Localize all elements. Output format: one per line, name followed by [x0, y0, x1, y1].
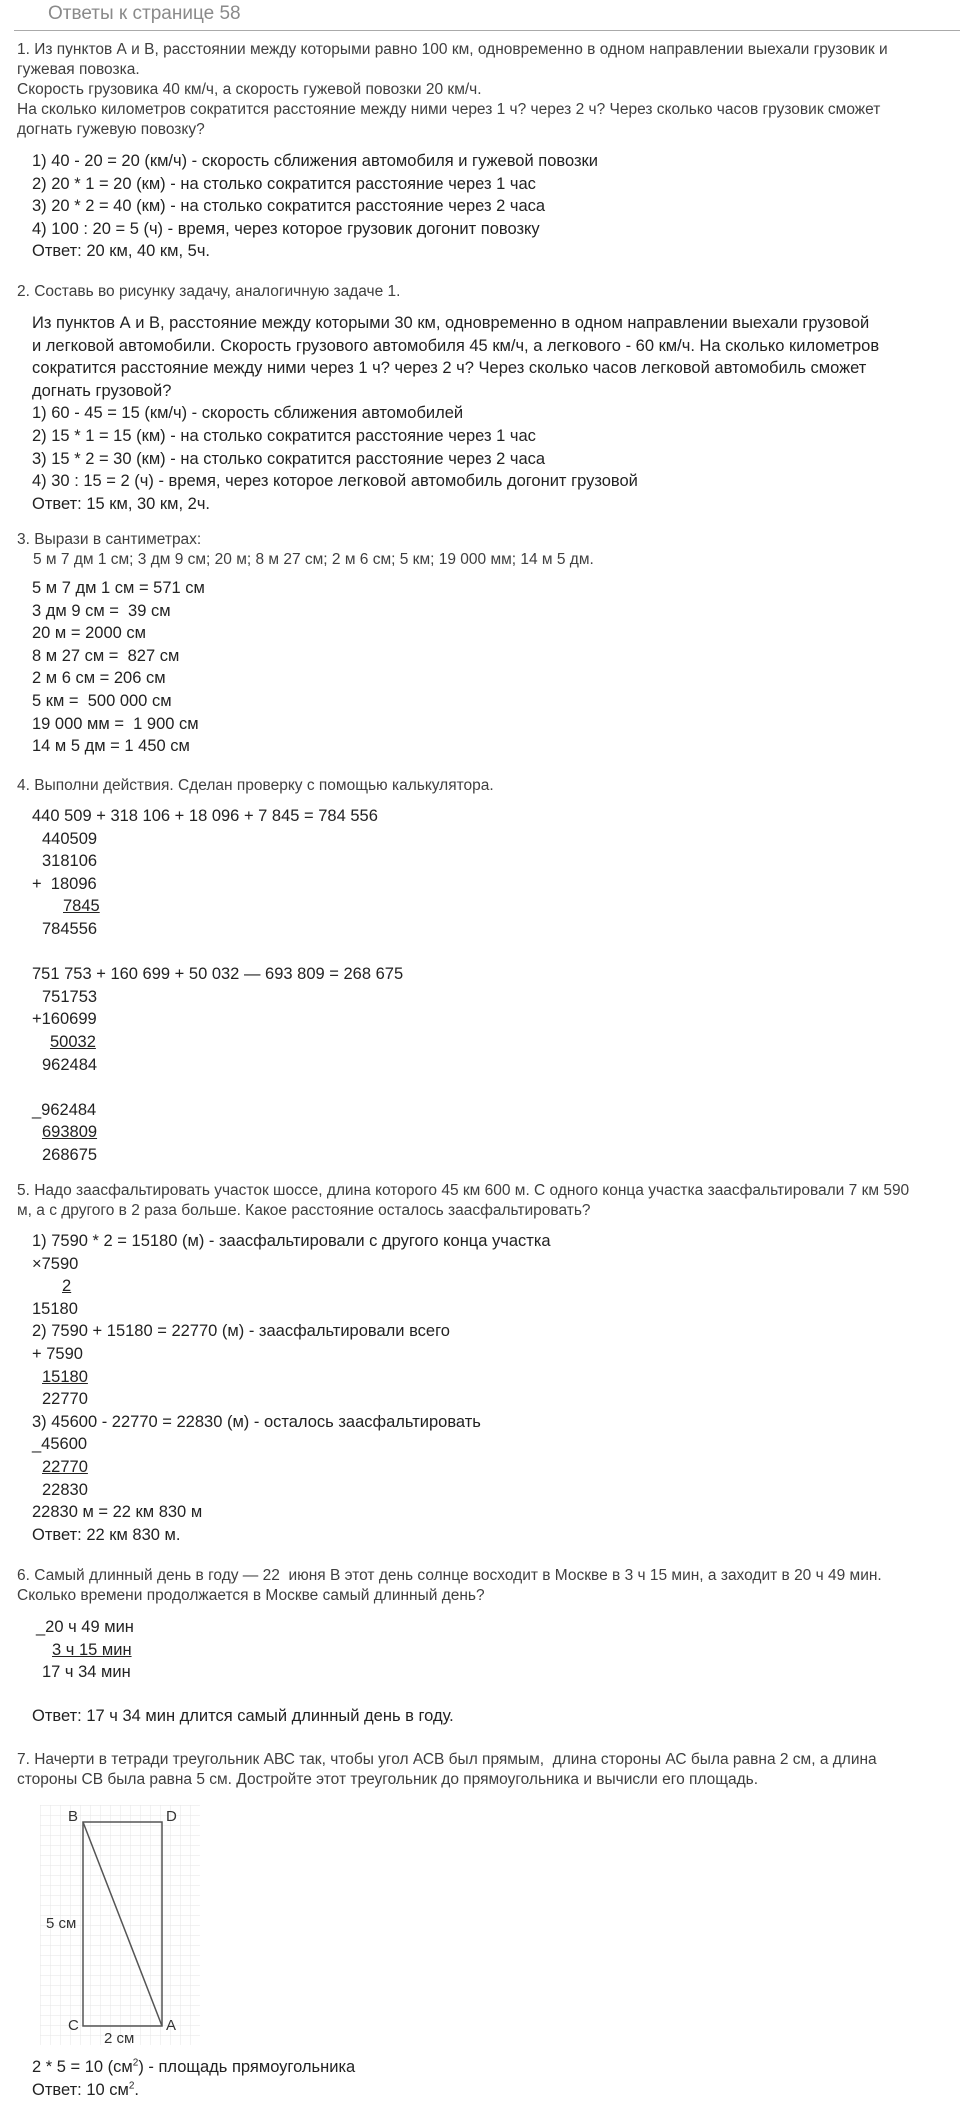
column-line-wrap [36, 1639, 971, 1662]
task-5-question [17, 1181, 957, 1221]
task-7-text-line: 7. Начерти в тетради треугольник АВС так, чтобы угол АСВ был прямым, длина стороны АС была равна 2 см, а длина [17, 1751, 877, 1768]
task-5-step: 2) 7590 + 15180 = 22770 (м) - заасфальтировали всего [32, 1322, 450, 1341]
column-line: 2 [62, 1277, 72, 1296]
column-line-wrap [32, 1031, 967, 1054]
task-6-result-wrap [32, 1705, 967, 1728]
result-text: Ответ: 10 см [32, 2080, 129, 2099]
task-3-answer-line: 19 000 мм = 1 900 см [32, 714, 199, 733]
column-line: 15180 [42, 1367, 88, 1386]
task-2-text: 2. Составь во рисунку задачу, аналогичную задаче 1. [17, 283, 401, 300]
task-1-text-line: гужевая повозка. [17, 61, 140, 78]
column-line: 751753 [42, 987, 98, 1006]
task-1-text-line: 1. Из пунктов А и В, расстоянии между которыми равно 100 км, одновременно в одном направлении выехали грузовик и [17, 41, 888, 58]
task-3-answer-line: 14 м 5 дм = 1 450 см [32, 737, 190, 756]
task-6-question [17, 1566, 957, 1606]
blank-line [32, 1076, 967, 1099]
task-2-answer-line: 2) 15 * 1 = 15 (км) - на столько сократится расстояние через 1 час [32, 426, 536, 445]
result-exponent: 2 [128, 2080, 135, 2092]
column-line: 7845 [63, 897, 100, 916]
column-line: + 7590 [32, 1344, 83, 1363]
task-7-answer [32, 2056, 967, 2101]
blank-line [32, 941, 967, 964]
page-title: Ответы к странице 58 [48, 3, 241, 24]
task-2-answer-line: Из пунктов А и В, расстояние между которыми 30 км, одновременно в одном направлении выехали грузовой [32, 314, 870, 332]
task-2-answer-line: догнать грузовой? [32, 381, 172, 400]
task-3-answer [32, 577, 967, 758]
task-2-answer-line: и легковой автомобили. Скорость грузового автомобиля 45 км/ч, а легкового - 60 км/ч. На сколько километров [32, 336, 880, 355]
rectangle-diagram [40, 1805, 200, 2045]
task-5-step: 3) 45600 - 22770 = 22830 (м) - осталось заасфальтировать [32, 1412, 481, 1431]
task-5-answer [32, 1230, 967, 1546]
task-1-text-line: догнать гужевую повозку? [17, 121, 205, 138]
column-line-wrap [32, 895, 967, 918]
task-6-result: Ответ: 17 ч 34 мин длится самый длинный день в году. [32, 1707, 454, 1725]
column-line: 693809 [42, 1123, 98, 1142]
task-7-text-line: стороны СВ была равна 5 см. Достройте этот треугольник до прямоугольника и вычисли его площадь. [17, 1771, 759, 1788]
task-3-title: 3. Вырази в сантиметрах: [17, 531, 202, 548]
task-7-question [17, 1750, 957, 1790]
task-3-question [17, 530, 957, 570]
task-3-answer-line: 20 м = 2000 см [32, 624, 146, 643]
column-line-wrap [32, 1456, 967, 1479]
result-end: . [134, 2080, 140, 2099]
task-1-answer-line: 2) 20 * 1 = 20 (км) - на столько сократится расстояние через 1 час [32, 174, 536, 193]
vertex-b-label: B [68, 1808, 79, 1825]
column-line: 15180 [32, 1299, 78, 1318]
column-line: ×7590 [32, 1254, 79, 1273]
vertex-c-label: C [68, 2017, 79, 2034]
column-line-wrap [32, 1275, 967, 1298]
column-line: 962484 [42, 1055, 98, 1074]
column-line: 3 ч 15 мин [52, 1640, 132, 1659]
column-line: 784556 [42, 919, 98, 938]
column-line: 22770 [42, 1390, 88, 1409]
task-3-values: 5 м 7 дм 1 см; 3 дм 9 см; 20 м; 8 м 27 см; 2 м 6 см; 5 км; 19 000 мм; 14 м 5 дм. [33, 551, 594, 568]
column-line: 22830 [42, 1480, 88, 1499]
task-5-text-line: 5. Надо заасфальтировать участок шоссе, длина которого 45 км 600 м. С одного конца участка заасфальтировали 7 км 590 [17, 1182, 910, 1199]
task-4-expression: 751 753 + 160 699 + 50 032 — 693 809 = 268 675 [32, 965, 404, 984]
column-line: 50032 [50, 1032, 96, 1051]
task-2-answer-line: сократится расстояние между ними через 1 ч? через 2 ч? Через сколько часов легковой автомобиль сможет [32, 359, 867, 378]
task-3-answer-line: 5 км = 500 000 см [32, 691, 172, 710]
column-line: +160699 [32, 1010, 97, 1029]
task-2-answer-line: Ответ: 15 км, 30 км, 2ч. [32, 494, 211, 513]
task-3-answer-line: 5 м 7 дм 1 см = 571 см [32, 579, 205, 597]
column-line: _20 ч 49 мин [36, 1618, 134, 1636]
task-2-answer-line: 1) 60 - 45 = 15 (км/ч) - скорость сближения автомобилей [32, 404, 464, 423]
column-line: _962484 [32, 1100, 97, 1119]
side-cb-label: 5 см [46, 1915, 77, 1932]
task-3-answer-line: 8 м 27 см = 827 см [32, 646, 180, 665]
vertex-d-label: D [166, 1808, 177, 1825]
column-line-wrap [32, 1366, 967, 1389]
column-line: 318106 [42, 852, 98, 871]
column-line: _45600 [32, 1435, 88, 1454]
page-header [14, 0, 960, 31]
column-line: 268675 [42, 1145, 98, 1164]
task-5-result: Ответ: 22 км 830 м. [32, 1525, 181, 1544]
column-line: 17 ч 34 мин [42, 1663, 131, 1682]
task-2-answer-line: 4) 30 : 15 = 2 (ч) - время, через которое легковой автомобиль догонит грузовой [32, 472, 638, 491]
task-5-conversion: 22830 м = 22 км 830 м [32, 1503, 203, 1522]
task-5-step: 1) 7590 * 2 = 15180 (м) - заасфальтировали с другого конца участка [32, 1232, 551, 1250]
task-4-answer [32, 805, 967, 1167]
task-1-answer [32, 150, 967, 263]
task-3-answer-line: 2 м 6 см = 206 см [32, 669, 166, 688]
task-1-answer-line: Ответ: 20 км, 40 км, 5ч. [32, 242, 211, 261]
task-4-title: 4. Выполни действия. Сделан проверку с помощью калькулятора. [17, 777, 494, 794]
task-1-answer-line: 4) 100 : 20 = 5 (ч) - время, через которое грузовик догонит повозку [32, 219, 540, 238]
task-1-answer-line: 1) 40 - 20 = 20 (км/ч) - скорость сближения автомобиля и гужевой повозки [32, 152, 598, 170]
side-ca-label: 2 см [104, 2030, 135, 2045]
task-6-text-line: 6. Самый длинный день в году — 22 июня В этот день солнце восходит в Москве в 3 ч 15 мин, а заходит в 20 ч 49 мин. [17, 1567, 882, 1584]
column-line-wrap [32, 1121, 967, 1144]
area-description: ) - площадь прямоугольника [138, 2058, 356, 2076]
task-7-result-line [32, 2079, 967, 2102]
area-exponent: 2 [132, 2057, 139, 2069]
task-4-question [17, 776, 957, 796]
vertex-a-label: A [166, 2017, 177, 2034]
task-1-text-line: Скорость грузовика 40 км/ч, а скорость гужевой повозки 20 км/ч. [17, 81, 482, 98]
column-line: 440509 [42, 829, 98, 848]
area-formula: 2 * 5 = 10 (см [32, 2058, 133, 2076]
task-4-expression: 440 509 + 318 106 + 18 096 + 7 845 = 784 556 [32, 807, 378, 825]
task-3-answer-line: 3 дм 9 см = 39 см [32, 601, 171, 620]
task-2-answer [32, 312, 967, 515]
task-1-question [17, 40, 957, 140]
task-2-question [17, 282, 957, 302]
task-1-answer-line: 3) 20 * 2 = 40 (км) - на столько сократится расстояние через 2 часа [32, 197, 546, 216]
task-1-text-line: На сколько километров сократится расстояние между ними через 1 ч? через 2 ч? Через сколько часов грузовик сможет [17, 101, 881, 118]
task-5-text-line: м, а с другого в 2 раза больше. Какое расстояние осталось заасфальтировать? [17, 1202, 591, 1219]
column-line: + 18096 [32, 874, 97, 893]
task-2-answer-line: 3) 15 * 2 = 30 (км) - на столько сократится расстояние через 2 часа [32, 449, 546, 468]
column-line: 22770 [42, 1457, 88, 1476]
task-6-text-line: Сколько времени продолжается в Москве самый длинный день? [17, 1587, 485, 1604]
task-7-area-line [32, 2056, 967, 2079]
task-6-answer [36, 1616, 971, 1684]
